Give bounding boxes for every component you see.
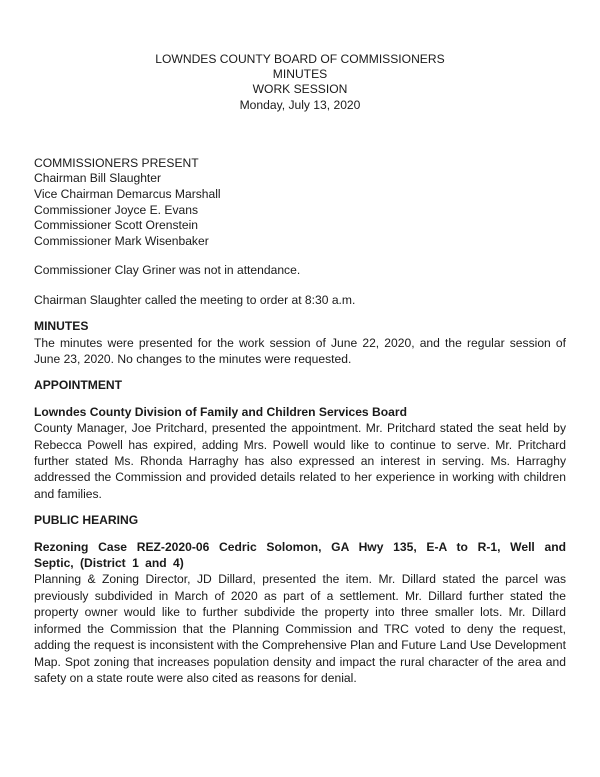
member-item: Commissioner Mark Wisenbaker <box>34 233 209 248</box>
member-item: Chairman Bill Slaughter <box>34 171 162 186</box>
absent-note: Commissioner Clay Griner was not in attendance. <box>34 263 301 278</box>
appointment-heading: APPOINTMENT <box>34 378 123 393</box>
attendance-heading: COMMISSIONERS PRESENT <box>34 155 199 170</box>
meeting-date: Monday, July 13, 2020 <box>239 97 361 112</box>
rezoning-case-text: Planning & Zoning Director, JD Dillard, presented the item. Mr. Dillard stated the parcel was previously subdivided in March of 2020 as part of a settlement. Mr. Dillard further stated the property owner would like to further subdivide the property into three smaller lots. Mr. Dillard informed the Commission that the Planning Commission and TRC voted to deny the request, adding the request is inconsistent with the Comprehensive Plan and Future Land Use Development Map. Spot zoning that increases population density and impact the rural character of the area and safety on a state route were also cited as reasons for denial. <box>34 572 566 685</box>
minutes-text: The minutes were presented for the work session of June 22, 2020, and the regular session of June 23, 2020. No changes to the minutes were requested. <box>34 335 566 366</box>
org-title: LOWNDES COUNTY BOARD OF COMMISSIONERS <box>155 52 445 66</box>
document-page <box>34 52 566 686</box>
minutes-heading: MINUTES <box>34 319 89 334</box>
document-header <box>34 52 566 113</box>
member-item: Commissioner Scott Orenstein <box>34 218 198 233</box>
appointment-text: County Manager, Joe Pritchard, presented the appointment. Mr. Pritchard stated the seat held by Rebecca Powell has expired, adding Mrs. Powell would like to continue to serve. Mr. Pritchard further stated Ms. Rhonda Harraghy has also expressed an interest in serving. Ms. Harraghy addressed the Commission and provided details related to her experience in working with children and families. <box>34 421 566 501</box>
doc-type: MINUTES <box>272 67 328 82</box>
rezoning-case-title: Rezoning Case REZ-2020-06 Cedric Solomon, GA Hwy 135, E-A to R-1, Well and Septic, (District 1 and 4) <box>34 539 566 571</box>
member-item: Commissioner Joyce E. Evans <box>34 202 198 217</box>
member-item: Vice Chairman Demarcus Marshall <box>34 187 221 201</box>
attendance-section <box>34 156 566 308</box>
appointment-section <box>34 377 566 502</box>
session-type: WORK SESSION <box>252 82 348 97</box>
minutes-section <box>34 318 566 367</box>
public-hearing-section <box>34 512 566 686</box>
appointment-subheading: Lowndes County Division of Family and Children Services Board <box>34 404 407 419</box>
call-to-order: Chairman Slaughter called the meeting to order at 8:30 a.m. <box>34 292 356 307</box>
public-hearing-heading: PUBLIC HEARING <box>34 513 139 528</box>
